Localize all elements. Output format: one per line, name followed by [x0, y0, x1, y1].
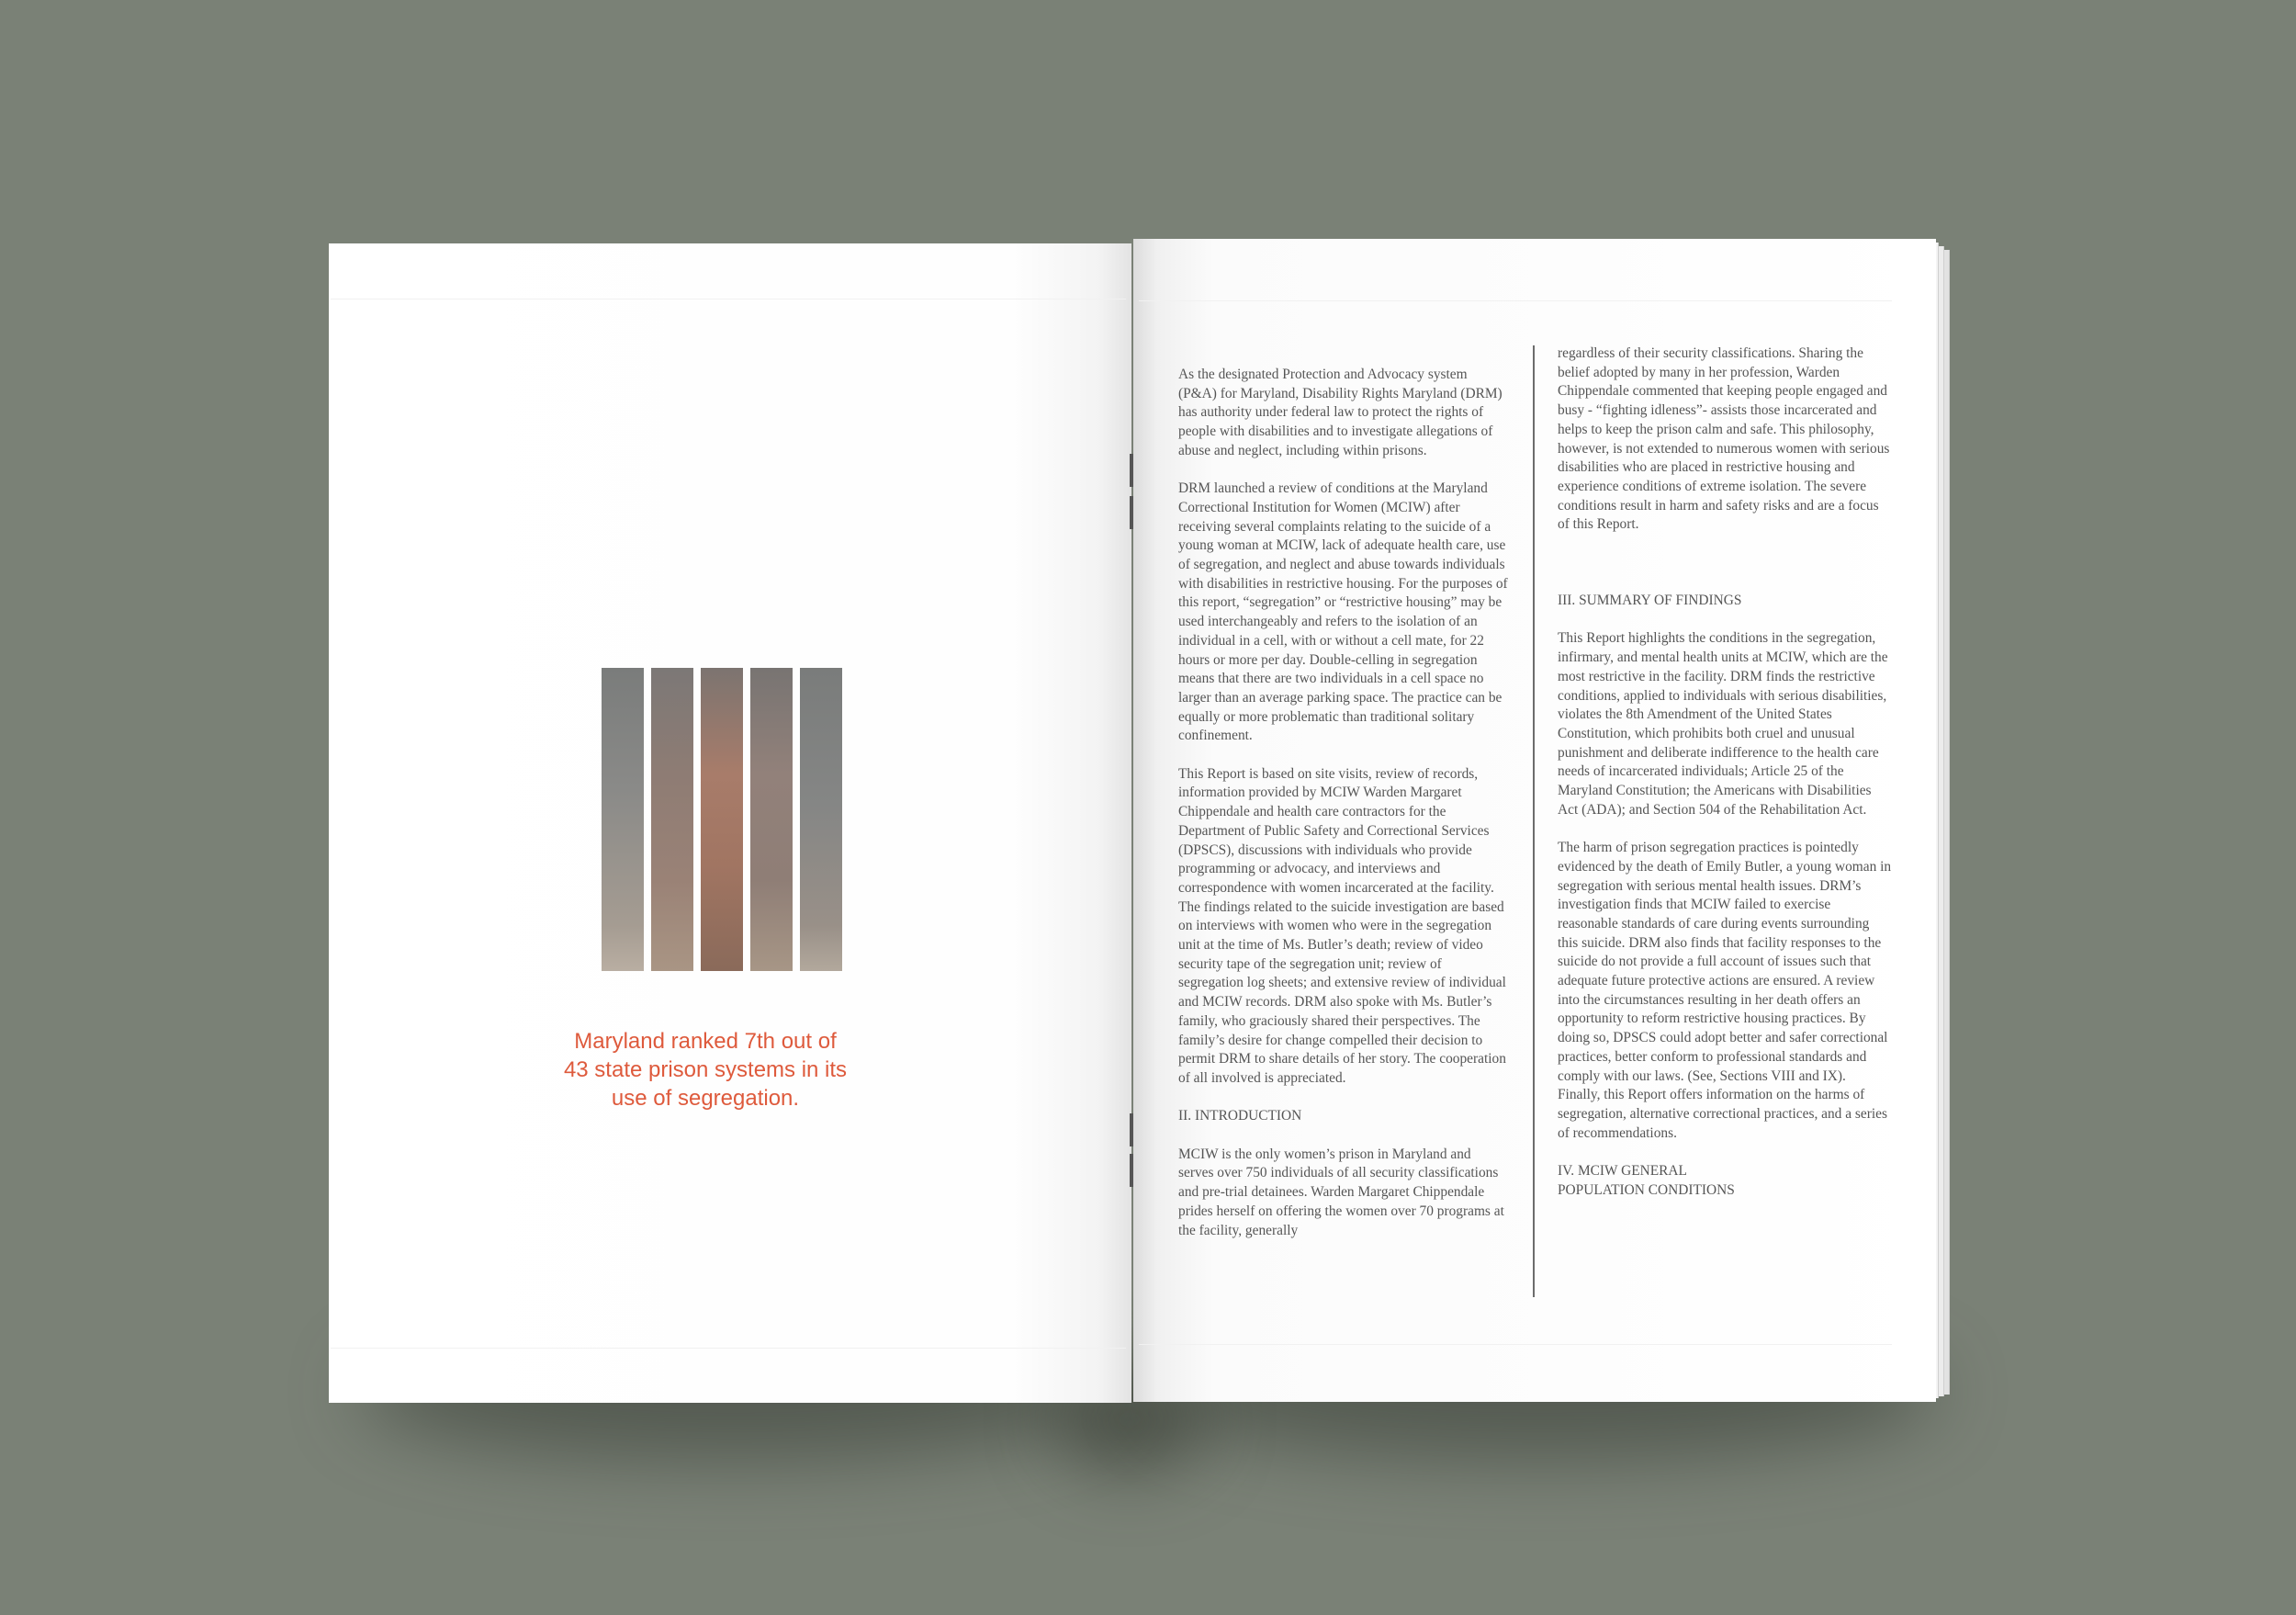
paragraph-security-classifications: regardless of their security classifications. Sharing the belief adopted by many in her profession, Warden Chippendale commented that keeping people engaged and busy - “fighting idleness”- assists those incarcerated and helps to keep the prison calm and safe. This philosophy, however, is not extended to numerous women with serious disabilities who are placed in restrictive housing and experience conditions of extreme isolation. The severe conditions result in harm and safety risks and are a focus of this Report.	[1558, 345, 1890, 533]
paragraph-mciw-intro: MCIW is the only women’s prison in Maryland and serves over 750 individuals of all security classifications and pre-trial detainees. Warden Margaret Chippendale prides herself on offering the women over 70 programs at the facility, generally	[1178, 1146, 1504, 1238]
column-divider	[1533, 345, 1535, 1297]
right-page-top-guide	[1139, 300, 1892, 301]
left-page-bottom-guide	[331, 1348, 1126, 1349]
paragraph-pa-authority: As the designated Protection and Advocacy system (P&A) for Maryland, Disability Rights Maryland (DRM) has authority under federal law to protect the rights of people with disabilities and to investigate allegations of abuse and neglect, including within prisons.	[1178, 367, 1503, 458]
heading-general-population: IV. MCIW GENERAL POPULATION CONDITIONS	[1558, 1163, 1735, 1198]
paragraph-findings: This Report highlights the conditions in the segregation, infirmary, and mental health units at MCIW, which are the most restrictive in the facility. DRM finds the restrictive conditions, applied to individuals with serious disabilities, violates the 8th Amendment of the United States Constitution, which prohibits both cruel and unusual punishment and deliberate indifference to the health care needs of incarcerated individuals; Article 25 of the Maryland Constitution; the Americans with Disabilities Act (ADA); and Section 504 of the Rehabilitation Act.	[1558, 630, 1888, 818]
pull-quote: Maryland ranked 7th out of 43 state prison systems in its use of segregation.	[563, 1029, 848, 1111]
paragraph-drm-review: DRM launched a review of conditions at the Maryland Correctional Institution for Women (MCIW) after receiving several complaints relating to the suicide of a young woman at MCIW, lack of adequate health care, use of segregation, and neglect and abuse towards individuals with disabilities in restrictive housing. For the purposes of this report, “segregation” or “restrictive housing” may be used interchangeably and refers to the isolation of an individual in a cell, with or without a cell mate, for 22 hours or more per day. Double-celling in segregation means that there are two individuals in a cell space no larger than an average parking space. The practice can be equally or more problematic than traditional solitary confinement.	[1178, 480, 1508, 744]
photo-bar-1	[602, 668, 644, 971]
right-page-bottom-guide	[1139, 1344, 1892, 1345]
paragraph-segregation-harm: The harm of prison segregation practices is pointedly evidenced by the death of Emily Butler, a young woman in segregation with serious mental health issues. DRM’s investigation finds that MCIW failed to exercise reasonable standards of care during events surrounding this suicide. DRM also finds that facility responses to the suicide do not provide a full account of issues such that adequate future protective actions are ensured. A review into the circumstances resulting in her death offers an opportunity to reform restrictive housing practices. By doing so, DPSCS could adopt better and safer correctional practices, better conform to professional standards and comply with our laws. (See, Sections VIII and IX). Finally, this Report offers information on the harms of segregation, alternative correctional practices, and a series of recommendations.	[1558, 840, 1892, 1141]
photo-bar-4	[750, 668, 793, 971]
paragraph-report-basis: This Report is based on site visits, review of records, information provided by MCIW Warden Margaret Chippendale and health care contractors for the Department of Public Safety and Correctional Services (DPSCS), discussions with individuals who provide programming or advocacy, and interviews and correspondence with women incarcerated at the facility. The findings related to the suicide investigation are based on interviews with women who were in the segregation unit at the time of Ms. Butler’s death; review of video security tape of the segregation unit; review of segregation log sheets; and extensive review of individual and MCIW records. DRM also spoke with Ms. Butler’s family, who graciously shared their perspectives. The family’s desire for change compelled their decision to permit DRM to share details of her story. The cooperation of all involved is appreciated.	[1178, 765, 1506, 1086]
heading-summary-of-findings: III. SUMMARY OF FINDINGS	[1558, 593, 1742, 609]
heading-introduction: II. INTRODUCTION	[1178, 1108, 1302, 1124]
photo-bar-3	[701, 668, 743, 971]
text-column-right	[1558, 344, 1892, 1219]
text-column-left	[1178, 366, 1509, 1259]
photo-bar-2	[651, 668, 693, 971]
photo-bar-5	[800, 668, 842, 971]
